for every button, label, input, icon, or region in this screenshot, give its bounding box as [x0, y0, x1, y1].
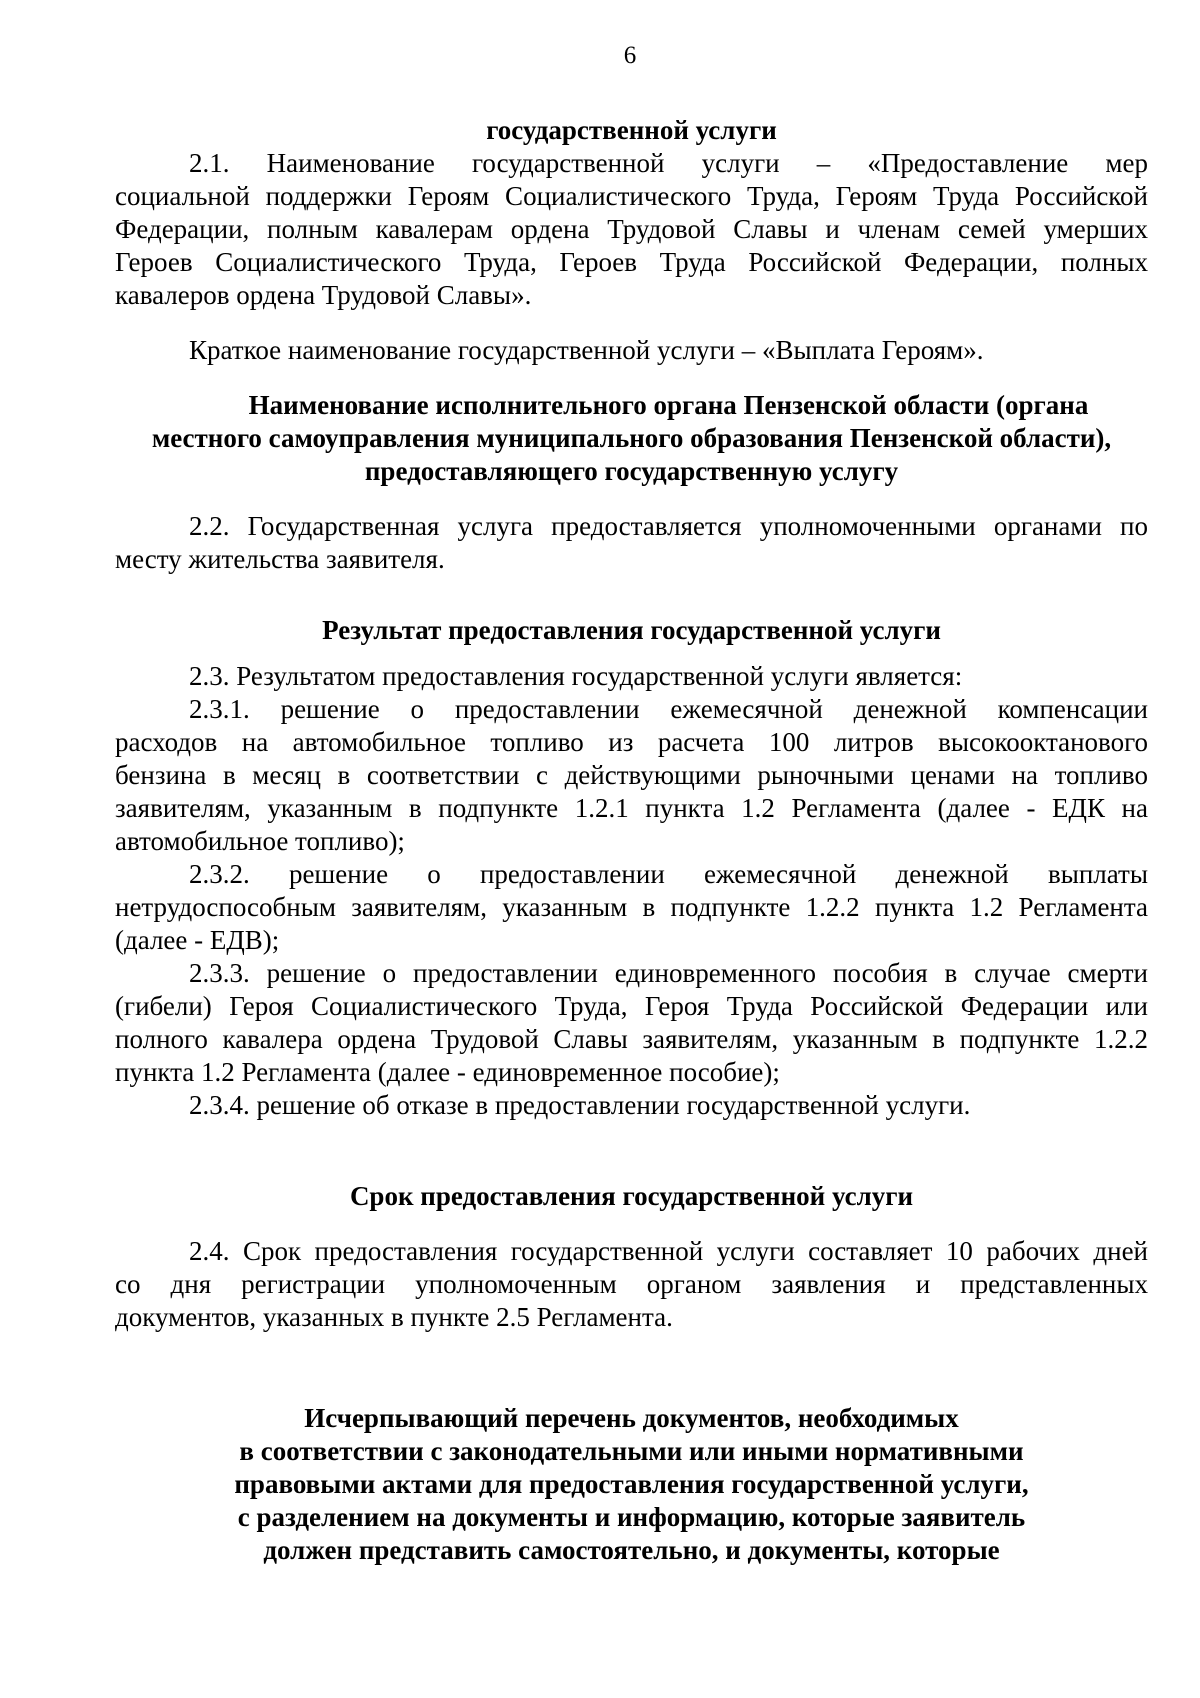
text-line: нетрудоспособным заявителям, указанным в подпункте 1.2.2 пункта 1.2 Регламента	[115, 892, 1148, 922]
paragraph-short-name: Краткое наименование государственной услуги – «Выплата Героям».	[189, 335, 984, 365]
text-line: 2.3.3. решение о предоставлении единовременного пособия в случае смерти	[189, 958, 1148, 988]
text-line: 2.4. Срок предоставления государственной услуги составляет 10 рабочих дней	[189, 1236, 1148, 1266]
text-line: 2.1. Наименование государственной услуги – «Предоставление мер	[189, 148, 1148, 178]
text-line: Героев Социалистического Труда, Героев Труда Российской Федерации, полных	[115, 247, 1148, 277]
heading-line: правовыми актами для предоставления государственной услуги,	[234, 1469, 1029, 1499]
paragraph-2-2	[115, 510, 1148, 576]
paragraph-2-3-1	[115, 693, 1148, 858]
paragraph-2-3-2	[115, 858, 1148, 957]
paragraph-2-3-4: 2.3.4. решение об отказе в предоставлении государственной услуги.	[189, 1090, 971, 1120]
text-line: документов, указанных в пункте 2.5 Регламента.	[115, 1302, 673, 1332]
heading-executive-organ	[115, 389, 1148, 488]
paragraph-2-4	[115, 1235, 1148, 1334]
heading-term: Срок предоставления государственной услуги	[349, 1181, 914, 1211]
text-line: социальной поддержки Героям Социалистического Труда, Героям Труда Российской	[115, 181, 1148, 211]
heading-line: должен представить самостоятельно, и документы, которые	[263, 1535, 1000, 1565]
text-line: заявителям, указанным в подпункте 1.2.1 пункта 1.2 Регламента (далее - ЕДК на	[115, 793, 1148, 823]
text-line: 2.3.1. решение о предоставлении ежемесячной денежной компенсации	[189, 694, 1148, 724]
paragraph-2-3-3	[115, 957, 1148, 1089]
text-line: автомобильное топливо);	[115, 826, 405, 856]
page-number: 6	[623, 42, 637, 69]
text-line: 2.2. Государственная услуга предоставляется уполномоченными органами по	[189, 511, 1148, 541]
heading-line: Исчерпывающий перечень документов, необходимых	[304, 1403, 959, 1433]
text-line: полного кавалера ордена Трудовой Славы заявителям, указанным в подпункте 1.2.2	[115, 1024, 1148, 1054]
heading-line: в соответствии с законодательными или иными нормативными	[239, 1436, 1024, 1466]
heading-line: с разделением на документы и информацию, которые заявитель	[237, 1502, 1026, 1532]
paragraph-2-1	[115, 147, 1148, 312]
text-line: (далее - ЕДВ);	[115, 925, 280, 955]
text-line: 2.3.2. решение о предоставлении ежемесячной денежной выплаты	[189, 859, 1148, 889]
heading-documents-list	[115, 1402, 1148, 1567]
text-line: кавалеров ордена Трудовой Славы».	[115, 280, 532, 310]
text-line: расходов на автомобильное топливо из расчета 100 литров высокооктанового	[115, 727, 1148, 757]
document-body	[115, 114, 1148, 1567]
heading-line: предоставляющего государственную услугу	[364, 456, 899, 486]
text-line: (гибели) Героя Социалистического Труда, Героя Труда Российской Федерации или	[115, 991, 1148, 1021]
text-line: бензина в месяц в соответствии с действующими рыночными ценами на топливо	[115, 760, 1148, 790]
text-line: со дня регистрации уполномоченным органом заявления и представленных	[115, 1269, 1148, 1299]
heading-result: Результат предоставления государственной услуги	[322, 615, 941, 645]
heading-line: Наименование исполнительного органа Пензенской области (органа	[248, 390, 1089, 420]
text-line: пункта 1.2 Регламента (далее - единовременное пособие);	[115, 1057, 780, 1087]
paragraph-2-3: 2.3. Результатом предоставления государственной услуги является:	[189, 661, 963, 691]
text-line: Федерации, полным кавалерам ордена Трудовой Славы и членам семей умерших	[115, 214, 1148, 244]
section-title-tail: государственной услуги	[486, 115, 777, 145]
text-line: месту жительства заявителя.	[115, 544, 445, 574]
heading-line: местного самоуправления муниципального образования Пензенской области),	[151, 423, 1112, 453]
